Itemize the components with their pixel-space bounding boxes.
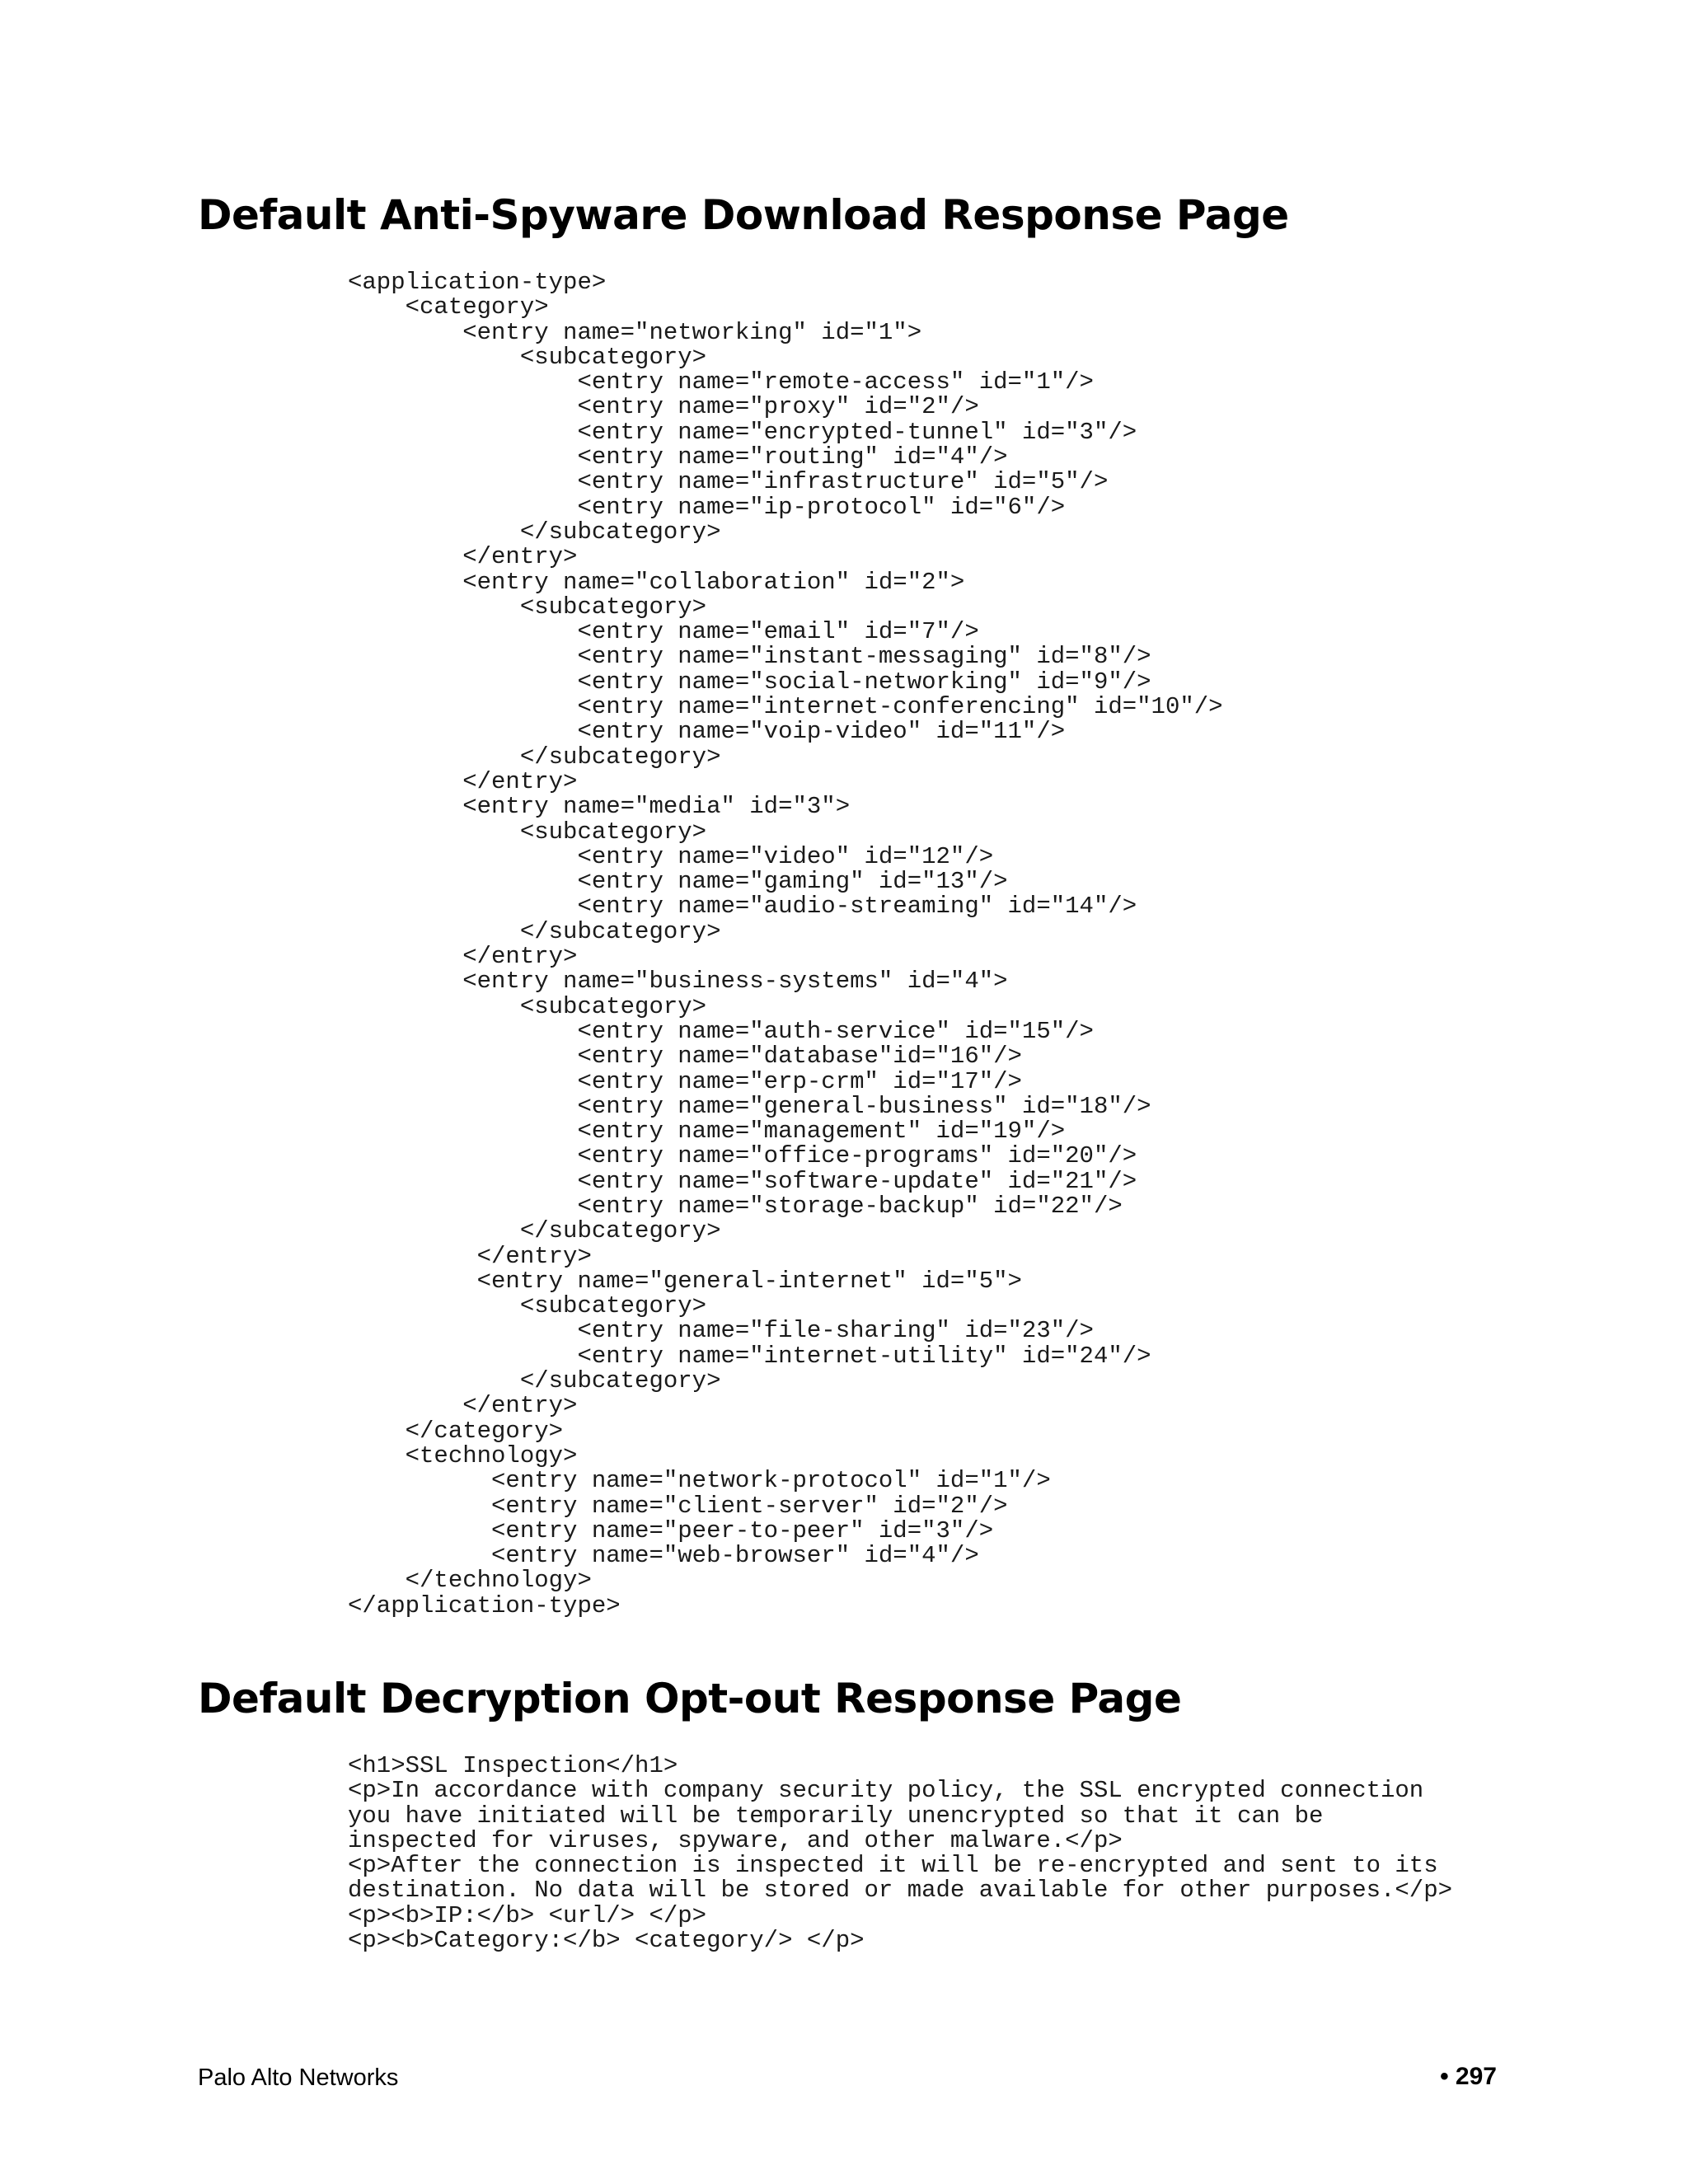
code-line: </subcategory> <box>348 917 721 945</box>
section-title-anti-spyware: Default Anti-Spyware Download Response Page <box>198 191 1289 239</box>
code-line: <entry name="peer-to-peer" id="3"/> <box>348 1516 994 1544</box>
code-line: <entry name="remote-access" id="1"/> <box>348 368 1094 396</box>
code-line: <entry name="business-systems" id="4"> <box>348 968 1008 996</box>
code-line: </entry> <box>348 943 578 971</box>
code-line: <category> <box>348 293 549 321</box>
code-line: <entry name="voip-video" id="11"/> <box>348 718 1066 746</box>
code-line: <entry name="auth-service" id="15"/> <box>348 1017 1094 1045</box>
code-line: <subcategory> <box>348 992 707 1020</box>
code-line: <p>After the connection is inspected it will be re-encrypted and sent to its <box>348 1852 1438 1880</box>
code-line: </subcategory> <box>348 1367 721 1395</box>
code-line: <technology> <box>348 1441 578 1469</box>
code-line: <p><b>IP:</b> <url/> </p> <box>348 1901 707 1929</box>
code-line: <application-type> <box>348 269 607 296</box>
code-line: <entry name="audio-streaming" id="14"/> <box>348 893 1137 921</box>
code-line: <entry name="networking" id="1"> <box>348 318 922 346</box>
code-line: <entry name="collaboration" id="2"> <box>348 568 965 596</box>
code-line: <entry name="office-programs" id="20"/> <box>348 1142 1137 1170</box>
code-line: <entry name="file-sharing" id="23"/> <box>348 1317 1094 1345</box>
footer-page-number: • 297 <box>1440 2063 1497 2090</box>
code-line: <entry name="email" id="7"/> <box>348 618 979 646</box>
code-line: </subcategory> <box>348 1217 721 1245</box>
code-line: <entry name="infrastructure" id="5"/> <box>348 468 1109 496</box>
code-line: <entry name="management" id="19"/> <box>348 1118 1066 1146</box>
code-line: <entry name="storage-backup" id="22"/> <box>348 1192 1123 1220</box>
code-line: <entry name="media" id="3"> <box>348 793 851 821</box>
code-line: <entry name="network-protocol" id="1"/> <box>348 1467 1051 1495</box>
code-block-application-type <box>348 270 1223 1619</box>
code-line: </entry> <box>348 543 578 571</box>
code-line: </application-type> <box>348 1591 621 1619</box>
code-line: <entry name="routing" id="4"/> <box>348 443 1008 471</box>
code-line: <entry name="erp-crm" id="17"/> <box>348 1067 1022 1095</box>
code-line: </subcategory> <box>348 518 721 546</box>
code-line: <entry name="video" id="12"/> <box>348 842 994 870</box>
code-line: </technology> <box>348 1567 592 1595</box>
code-line: <entry name="web-browser" id="4"/> <box>348 1542 979 1570</box>
section-title-decryption-opt-out: Default Decryption Opt-out Response Page <box>198 1675 1182 1722</box>
code-line: <p>In accordance with company security policy, the SSL encrypted connection <box>348 1777 1424 1805</box>
footer-company: Palo Alto Networks <box>198 2064 399 2091</box>
code-line: <entry name="internet-utility" id="24"/> <box>348 1342 1151 1370</box>
code-line: <entry name="software-update" id="21"/> <box>348 1167 1137 1195</box>
code-line: destination. No data will be stored or made available for other purposes.</p> <box>348 1877 1453 1905</box>
code-line: <entry name="general-business" id="18"/> <box>348 1092 1151 1120</box>
code-line: </subcategory> <box>348 743 721 771</box>
code-line: <entry name="ip-protocol" id="6"/> <box>348 493 1066 521</box>
code-line: <entry name="general-internet" id="5"> <box>348 1267 1022 1295</box>
code-line: <entry name="client-server" id="2"/> <box>348 1492 1008 1520</box>
code-line: </entry> <box>348 1242 592 1270</box>
code-line: <subcategory> <box>348 343 707 371</box>
code-line: </entry> <box>348 767 578 795</box>
code-line: inspected for viruses, spyware, and other malware.</p> <box>348 1826 1123 1854</box>
code-block-ssl-inspection <box>348 1754 1452 1953</box>
code-line: <subcategory> <box>348 818 707 846</box>
code-line: <entry name="social-networking" id="9"/> <box>348 668 1151 696</box>
code-line: <h1>SSL Inspection</h1> <box>348 1752 678 1779</box>
code-line: <subcategory> <box>348 593 707 621</box>
code-line: <entry name="encrypted-tunnel" id="3"/> <box>348 418 1137 446</box>
code-line: <entry name="instant-messaging" id="8"/> <box>348 643 1151 671</box>
code-line: </entry> <box>348 1392 578 1420</box>
code-line: </category> <box>348 1417 564 1445</box>
code-line: <entry name="gaming" id="13"/> <box>348 868 1008 896</box>
code-line: you have initiated will be temporarily unencrypted so that it can be <box>348 1802 1324 1830</box>
code-line: <p><b>Category:</b> <category/> </p> <box>348 1927 865 1955</box>
code-line: <entry name="internet-conferencing" id="10"/> <box>348 693 1223 721</box>
code-line: <entry name="database"id="16"/> <box>348 1043 1022 1071</box>
code-line: <subcategory> <box>348 1292 707 1320</box>
code-line: <entry name="proxy" id="2"/> <box>348 393 979 421</box>
